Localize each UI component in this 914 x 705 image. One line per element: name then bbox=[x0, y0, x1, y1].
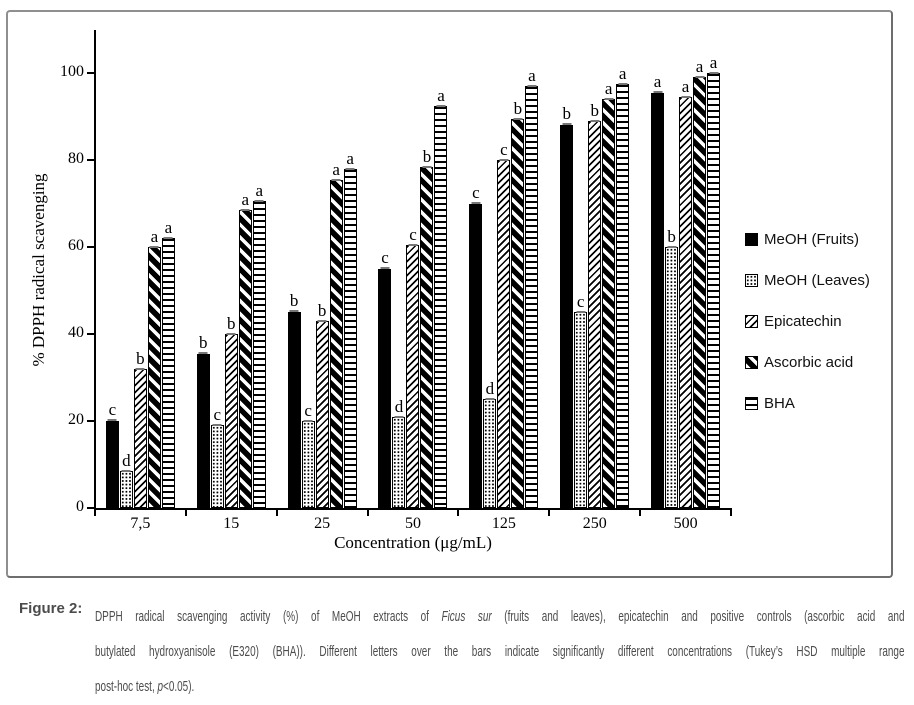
significance-letter: d bbox=[394, 396, 404, 416]
bar bbox=[665, 227, 678, 508]
caption-line bbox=[95, 635, 904, 670]
significance-letter: c bbox=[108, 400, 117, 419]
y-tick bbox=[87, 333, 94, 335]
significance-letter: b bbox=[562, 104, 571, 124]
error-bar-cap bbox=[199, 352, 208, 357]
significance-letter: b bbox=[667, 227, 676, 246]
bar bbox=[469, 182, 482, 509]
y-tick bbox=[87, 507, 94, 509]
error-bar-cap bbox=[667, 246, 676, 251]
error-bar-cap bbox=[304, 420, 313, 425]
x-tick bbox=[639, 509, 641, 516]
legend-item bbox=[745, 301, 870, 342]
error-bar-cap bbox=[150, 246, 159, 251]
error-bar-cap bbox=[485, 398, 494, 403]
bar bbox=[693, 57, 706, 508]
plot-area bbox=[95, 30, 731, 508]
error-bar-cap bbox=[136, 368, 145, 373]
significance-letter: a bbox=[618, 63, 627, 83]
significance-letter: a bbox=[653, 71, 662, 91]
significance-letter: d bbox=[485, 379, 495, 399]
bar bbox=[434, 85, 447, 508]
legend-label: Ascorbic acid bbox=[764, 354, 854, 371]
bar bbox=[344, 148, 357, 508]
caption-segment: Ficus sur bbox=[441, 609, 492, 625]
caption-segment: DPPH radical scavenging activity (%) of MeOH extracts of bbox=[95, 609, 442, 625]
caption-segment: (fruits and leaves), epicatechin and positive controls (ascorbic acid and bbox=[491, 609, 905, 625]
category-label: 250 bbox=[582, 515, 607, 532]
y-tick bbox=[87, 72, 94, 74]
category-label: 125 bbox=[491, 515, 516, 532]
x-tick bbox=[548, 509, 550, 516]
legend-item bbox=[745, 260, 870, 301]
caption-segment: <0.05). bbox=[163, 679, 195, 695]
bar bbox=[225, 314, 238, 508]
error-bar-cap bbox=[394, 416, 403, 421]
y-tick bbox=[87, 159, 94, 161]
category-label: 25 bbox=[314, 515, 331, 532]
significance-letter: d bbox=[122, 451, 131, 471]
x-tick bbox=[730, 509, 732, 516]
significance-letter: b bbox=[317, 300, 327, 320]
bar bbox=[134, 348, 147, 508]
legend-swatch bbox=[745, 356, 758, 369]
legend-label: BHA bbox=[764, 395, 795, 412]
significance-letter: a bbox=[332, 159, 340, 179]
bar bbox=[162, 218, 175, 508]
bar bbox=[288, 291, 301, 508]
significance-letter: a bbox=[164, 218, 173, 238]
significance-letter: c bbox=[409, 224, 417, 244]
significance-letter: c bbox=[213, 405, 222, 425]
bar-group bbox=[640, 30, 731, 508]
significance-letter: b bbox=[199, 332, 208, 352]
caption-segment: p bbox=[157, 679, 164, 695]
y-tick-label: 80 bbox=[68, 150, 84, 167]
error-bar-cap bbox=[527, 85, 536, 90]
bar bbox=[560, 104, 573, 508]
error-bar-cap bbox=[108, 419, 117, 424]
category-label: 50 bbox=[405, 515, 421, 532]
error-bar-cap bbox=[653, 91, 662, 96]
bar-group bbox=[277, 30, 368, 508]
error-bar-cap bbox=[576, 311, 585, 316]
error-bar-cap bbox=[604, 98, 613, 103]
bar bbox=[197, 332, 210, 508]
significance-letter: b bbox=[136, 348, 145, 368]
y-tick-label: 100 bbox=[60, 63, 84, 80]
significance-letter: c bbox=[500, 140, 508, 159]
error-bar-cap bbox=[290, 310, 299, 315]
significance-letter: a bbox=[241, 190, 250, 210]
error-bar-cap bbox=[499, 159, 508, 164]
significance-letter: a bbox=[255, 181, 264, 201]
significance-letter: b bbox=[513, 98, 523, 118]
error-bar-cap bbox=[122, 470, 131, 475]
category-label: 500 bbox=[673, 515, 698, 532]
bar bbox=[106, 400, 119, 508]
bar bbox=[651, 71, 664, 508]
significance-letter: a bbox=[346, 148, 354, 168]
significance-letter: a bbox=[150, 227, 159, 246]
caption-line bbox=[95, 670, 904, 705]
significance-letter: c bbox=[304, 401, 312, 420]
error-bar-cap bbox=[332, 179, 341, 184]
error-bar-cap bbox=[618, 83, 627, 88]
category-label: 15 bbox=[223, 515, 240, 532]
significance-letter: b bbox=[422, 146, 432, 166]
bar bbox=[574, 292, 587, 508]
bar bbox=[148, 227, 161, 508]
bar bbox=[420, 146, 433, 508]
x-tick bbox=[94, 509, 96, 516]
significance-letter: a bbox=[695, 57, 704, 77]
x-axis-line bbox=[94, 508, 732, 510]
figure-caption-label: Figure 2: bbox=[19, 600, 83, 617]
error-bar-cap bbox=[346, 168, 355, 173]
y-tick-label: 20 bbox=[68, 411, 84, 428]
bar bbox=[483, 379, 496, 508]
significance-letter: c bbox=[576, 292, 585, 312]
bar-group bbox=[458, 30, 549, 508]
bar bbox=[707, 53, 720, 508]
bar bbox=[330, 159, 343, 508]
category-label: 7,5 bbox=[130, 515, 151, 532]
legend-swatch bbox=[745, 315, 758, 328]
bar bbox=[602, 79, 615, 508]
y-tick-label: 40 bbox=[68, 324, 84, 341]
x-tick bbox=[457, 509, 459, 516]
y-tick-label: 60 bbox=[68, 237, 84, 254]
significance-letter: a bbox=[681, 76, 690, 96]
significance-letter: c bbox=[381, 247, 389, 267]
caption-line bbox=[95, 600, 904, 635]
significance-letter: b bbox=[227, 314, 236, 333]
y-tick bbox=[87, 420, 94, 422]
bar bbox=[406, 224, 419, 508]
significance-letter: a bbox=[528, 66, 536, 86]
error-bar-cap bbox=[213, 424, 222, 429]
x-tick bbox=[367, 509, 369, 516]
error-bar-cap bbox=[471, 202, 480, 207]
legend-swatch bbox=[745, 397, 758, 410]
bar bbox=[497, 140, 510, 508]
bar bbox=[239, 190, 252, 508]
error-bar-cap bbox=[422, 166, 431, 171]
legend-item bbox=[745, 383, 870, 424]
error-bar-cap bbox=[590, 120, 599, 125]
error-bar-cap bbox=[164, 237, 173, 242]
bar bbox=[211, 405, 224, 508]
bar bbox=[679, 76, 692, 508]
significance-letter: a bbox=[709, 53, 718, 72]
error-bar-cap bbox=[241, 209, 250, 214]
error-bar-cap bbox=[695, 76, 704, 81]
error-bar-cap bbox=[318, 320, 327, 325]
significance-letter: b bbox=[590, 100, 599, 120]
bar bbox=[511, 98, 524, 508]
bar-group bbox=[95, 30, 186, 508]
legend-label: Epicatechin bbox=[764, 313, 842, 330]
x-tick bbox=[185, 509, 187, 516]
significance-letter: a bbox=[437, 85, 445, 105]
bar bbox=[378, 247, 391, 508]
error-bar-cap bbox=[681, 96, 690, 101]
legend-swatch bbox=[745, 233, 758, 246]
legend-swatch bbox=[745, 274, 758, 287]
bar bbox=[120, 451, 133, 508]
y-tick-label: 0 bbox=[76, 498, 84, 515]
bar bbox=[392, 396, 405, 508]
bar bbox=[525, 66, 538, 508]
legend-item bbox=[745, 342, 870, 383]
significance-letter: a bbox=[604, 79, 613, 99]
x-tick bbox=[276, 509, 278, 516]
bar-group bbox=[368, 30, 459, 508]
y-tick bbox=[87, 246, 94, 248]
figure-caption-text bbox=[95, 600, 904, 705]
bar bbox=[616, 63, 629, 508]
error-bar-cap bbox=[227, 333, 236, 338]
legend-label: MeOH (Fruits) bbox=[764, 231, 859, 248]
y-axis-title: % DPPH radical scavenging bbox=[29, 173, 48, 367]
legend-label: MeOH (Leaves) bbox=[764, 272, 870, 289]
bar bbox=[302, 401, 315, 508]
bar bbox=[588, 100, 601, 508]
error-bar-cap bbox=[408, 244, 417, 249]
error-bar-cap bbox=[380, 267, 389, 272]
legend bbox=[745, 219, 870, 424]
error-bar-cap bbox=[255, 200, 264, 205]
error-bar-cap bbox=[513, 118, 522, 123]
legend-item bbox=[745, 219, 870, 260]
bar bbox=[316, 300, 329, 508]
bar-group bbox=[549, 30, 640, 508]
x-axis-title: Concentration (μg/mL) bbox=[334, 533, 492, 552]
bar bbox=[253, 181, 266, 508]
bar-group bbox=[186, 30, 277, 508]
error-bar-cap bbox=[436, 105, 445, 110]
significance-letter: b bbox=[289, 291, 299, 311]
error-bar-cap bbox=[709, 72, 718, 77]
error-bar-cap bbox=[562, 123, 571, 128]
caption-segment: butylated hydroxyanisole (E320) (BHA)). Different letters over the bars indicate significantly different concentrations (Tukey’s HSD multiple range bbox=[95, 644, 905, 660]
caption-segment: post-hoc test, bbox=[95, 679, 158, 695]
significance-letter: c bbox=[472, 182, 480, 202]
